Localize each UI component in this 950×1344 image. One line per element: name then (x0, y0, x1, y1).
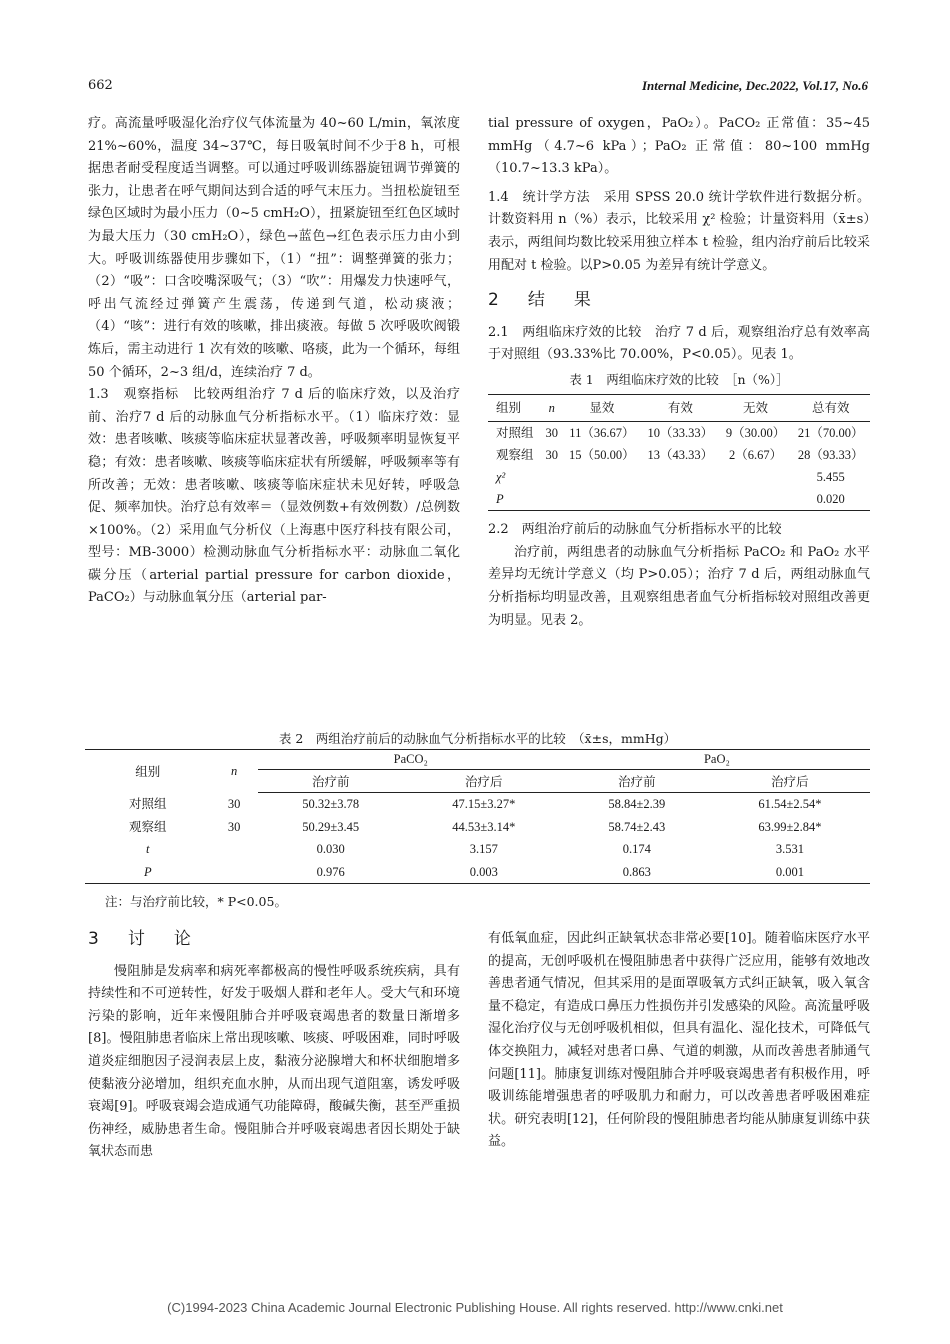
page-number: 662 (88, 78, 113, 93)
table1-header: 无效 (720, 394, 792, 422)
table-row (488, 466, 870, 488)
table-cell: 30 (545, 448, 558, 463)
paragraph-1-3-cont: tial pressure of oxygen，PaO₂）。PaCO₂ 正常值：35~45 mmHg（4.7~6 kPa）；PaO₂ 正常值：80~100 mmHg（10.7~13.3 kPa）。 (488, 116, 870, 177)
table-cell (641, 466, 720, 488)
table-cell: 21（70.00） (797, 426, 864, 441)
table-cell: 28（93.33） (797, 448, 864, 463)
paragraph-1-3-text: 1.3 观察指标 比较两组治疗 7 d 后的临床疗效，以及治疗前、治疗7 d 后的动脉血气分析指标水平。（1）临床疗效：显效：患者咳嗽、咳痰等临床症状显著改善，呼吸频率明显恢复平稳；有效：患者咳嗽、咳痰等临床症状有所缓解，呼吸频率等有所改善；无效：患者咳嗽、咳痰等临床症状未见好转，呼吸急促、频率加快。治疗总有效率＝（显效例数+有效例数）/总例数×100%。（2）采用血气分析仪（上海惠中医疗科技有限公司，型号：MB-3000）检测动脉血气分析指标水平：动脉血二氧化碳分压（arterial partial pressure for carbon dioxide，PaCO₂）与动脉血氧分压（arterial par- (88, 387, 460, 606)
table-cell: 对照组 (496, 426, 534, 441)
table-cell: 61.54±2.54* (758, 797, 822, 811)
table-cell: 50.29±3.45 (302, 819, 360, 834)
table-cell: 对照组 (129, 796, 167, 811)
table-cell (563, 488, 642, 511)
table2-n-header: n (231, 763, 238, 778)
table-row (85, 793, 870, 816)
table-cell: 30 (227, 796, 241, 811)
table2-caption: 表 2 两组治疗前后的动脉血气分析指标水平的比较 （x̄±s，mmHg） (278, 731, 677, 746)
table-cell: 11（36.67） (569, 426, 635, 441)
table-cell: 0.174 (622, 842, 651, 856)
table-cell: 观察组 (496, 448, 534, 463)
paragraph-2-1: 2.1 两组临床疗效的比较 治疗 7 d 后，观察组治疗总有效率高于对照组（93.33%比 70.00%，P<0.05）。见表 1。 (488, 324, 870, 363)
table-cell: 3.531 (775, 842, 804, 856)
table1-header: 总有效 (791, 394, 870, 422)
left-column-bottom (88, 928, 460, 1164)
table-cell: 0.976 (316, 864, 345, 879)
table-cell (641, 488, 720, 511)
table-cell: P (143, 864, 152, 879)
table-cell: 9（30.00） (725, 426, 786, 441)
paragraph-methods-cont: 疗。高流量呼吸湿化治疗仪气体流量为 40~60 L/min，氧浓度 21%~60%，温度 34~37℃，每日吸氧时间不少于8 h，可根据患者耐受程度适当调整。可以通过呼吸训练器旋钮调节弹簧的张力，让患者在呼气期间达到合适的呼气末压力。当扭松旋钮至绿色区域时为最小压力（0~5 cmH₂O），扭紧旋钮至红色区域时为最大压力（30 cmH₂O），绿色→蓝色→红色表示压力由小到大。呼吸训练器使用步骤如下，（1）“扭”：调整弹簧的张力；（2）“吸”：口含咬嘴深吸气；（3）“吹”：用爆发力快速呼气，呼出气流经过弹簧产生震荡，传递到气道，松动痰液；（4）“咳”：进行有效的咳嗽，排出痰液。每做 5 次呼吸吹阀锻炼后，需主动进行 1 次有效的咳嗽、咯痰，此为一个循环，每组 50 个循环，2~3 组/d，连续治疗 7 d。 (88, 116, 460, 380)
table-row (488, 422, 870, 445)
table-row (488, 488, 870, 511)
table1-header: 有效 (641, 394, 720, 422)
table-row (488, 444, 870, 466)
table-cell: 0.030 (316, 842, 345, 856)
table2-after-header: 治疗后 (404, 770, 564, 793)
table-cell (720, 488, 792, 511)
table1-header: n (541, 394, 563, 422)
table2-group-header: 组别 (135, 765, 161, 780)
table-cell (541, 466, 563, 488)
table-cell (211, 838, 258, 861)
table-cell (563, 466, 642, 488)
table-cell: 15（50.00） (569, 448, 635, 463)
table2 (85, 749, 870, 884)
section-3-title: 3 讨 论 (88, 929, 197, 949)
section-2-title: 2 结 果 (488, 290, 597, 311)
table1-header: 组别 (488, 394, 541, 422)
table2-after-header: 治疗后 (710, 770, 870, 793)
table-cell: 0.020 (816, 492, 845, 507)
right-column-top (488, 113, 870, 632)
table-cell: 44.53±3.14* (452, 819, 516, 834)
table-cell: t (146, 842, 150, 856)
table-cell (720, 466, 792, 488)
table1 (488, 394, 870, 512)
paragraph-1-4: 1.4 统计学方法 采用 SPSS 20.0 统计学软件进行数据分析。计数资料用 n（%）表示，比较采用 χ² 检验；计量资料用（x̄±s）表示，两组间均数比较采用独立样本 t 检验，组内治疗前后比较采用配对 t 检验。以P>0.05 为差异有统计学意义。 (488, 189, 870, 273)
journal-header: Internal Medicine, Dec.2022, Vol.17, No.6 (641, 78, 868, 93)
table-row (85, 838, 870, 861)
table2-before-header: 治疗前 (564, 770, 710, 793)
left-column-top (88, 113, 460, 610)
table-cell: 3.157 (469, 842, 498, 856)
table-cell: 30 (545, 426, 558, 441)
table-cell: 58.74±2.43 (608, 819, 666, 834)
table-cell: 10（33.33） (647, 426, 714, 441)
right-column-bottom (488, 928, 870, 1154)
paragraph-2-2: 治疗前，两组患者的动脉血气分析指标 PaCO₂ 和 PaO₂ 水平差异均无统计学意义（均 P>0.05）；治疗 7 d 后，两组动脉血气分析指标均明显改善，且观察组患者血气分析指标较对照组改善更为明显。见表 2。 (488, 544, 870, 628)
table-row (85, 816, 870, 839)
table-cell: 50.32±3.78 (302, 797, 360, 811)
table2-before-header: 治疗前 (258, 770, 404, 793)
table-cell (211, 861, 258, 884)
table-cell: 2（6.67） (728, 448, 783, 463)
table-cell: 0.863 (622, 864, 651, 879)
table2-note: 注：与治疗前比较，* P<0.05。 (105, 894, 287, 909)
copyright-footer: (C)1994-2023 China Academic Journal Electronic Publishing House. All rights reserved. http://www.cnki.net (167, 1300, 783, 1315)
table1-header-row (488, 394, 870, 422)
table-cell: χ² (496, 470, 506, 485)
table-cell: 5.455 (816, 470, 845, 485)
table-cell: 47.15±3.27* (452, 797, 516, 811)
table-cell: 63.99±2.84* (758, 819, 822, 834)
table-cell: P (496, 492, 504, 507)
table1-header: 显效 (563, 394, 642, 422)
table-cell: 观察组 (129, 819, 167, 834)
discussion-right: 有低氧血症，因此纠正缺氧状态非常必要[10]。随着临床医疗水平的提高，无创呼吸机在慢阻肺患者中获得广泛应用，能够有效地改善患者通气情况，但其采用的是面罩吸氧方式纠正缺氧，吸入氧含量不稳定，有造成口鼻压力性损伤并引发感染的风险。高流量呼吸湿化治疗仪与无创呼吸机相似，但具有温化、湿化技术，可降低气体交换阻力，减轻对患者口鼻、气道的刺激，从而改善患者肺通气问题[11]。肺康复训练对慢阻肺合并呼吸衰竭患者有积极作用，呼吸训练能增强患者的呼吸肌力和耐力，可以改善患者呼吸困难症状。研究表明[12]，任何阶段的慢阻肺患者均能从肺康复训练中获益。 (488, 931, 870, 1150)
paragraph-2-2-title: 2.2 两组治疗前后的动脉血气分析指标水平的比较 (488, 522, 782, 538)
table-cell: 13（43.33） (647, 448, 714, 463)
paragraph-1-3 (88, 384, 460, 610)
table-row (85, 861, 870, 884)
table2-paco2-header: PaCO₂ (258, 750, 564, 770)
table2-container (85, 727, 870, 884)
table2-pao2-header: PaO₂ (564, 750, 870, 770)
table1-caption: 表 1 两组临床疗效的比较 ［n（%）］ (569, 371, 789, 387)
table-cell: 30 (227, 819, 241, 834)
table-cell (541, 488, 563, 511)
table-cell: 58.84±2.39 (608, 797, 666, 811)
table2-group-row (85, 750, 870, 770)
discussion-left: 慢阻肺是发病率和病死率都极高的慢性呼吸系统疾病，具有持续性和不可逆转性，好发于吸烟人群和老年人。受大气和环境污染的影响，近年来慢阻肺合并呼吸衰竭患者的数量日渐增多[8]。慢阻肺患者临床上常出现咳嗽、咳痰、呼吸困难，同时呼吸道炎症细胞因子浸润表层上皮，黏液分泌腺增大和杯状细胞增多使黏液分泌增加，组织充血水肿，从而出现气道阻塞，诱发呼吸衰竭[9]。呼吸衰竭会造成通气功能障碍，酸碱失衡，甚至严重损伤神经，威胁患者生命。慢阻肺合并呼吸衰竭患者因长期处于缺氧状态而患 (88, 963, 460, 1160)
table-cell: 0.001 (775, 864, 804, 879)
table-cell: 0.003 (469, 864, 498, 879)
